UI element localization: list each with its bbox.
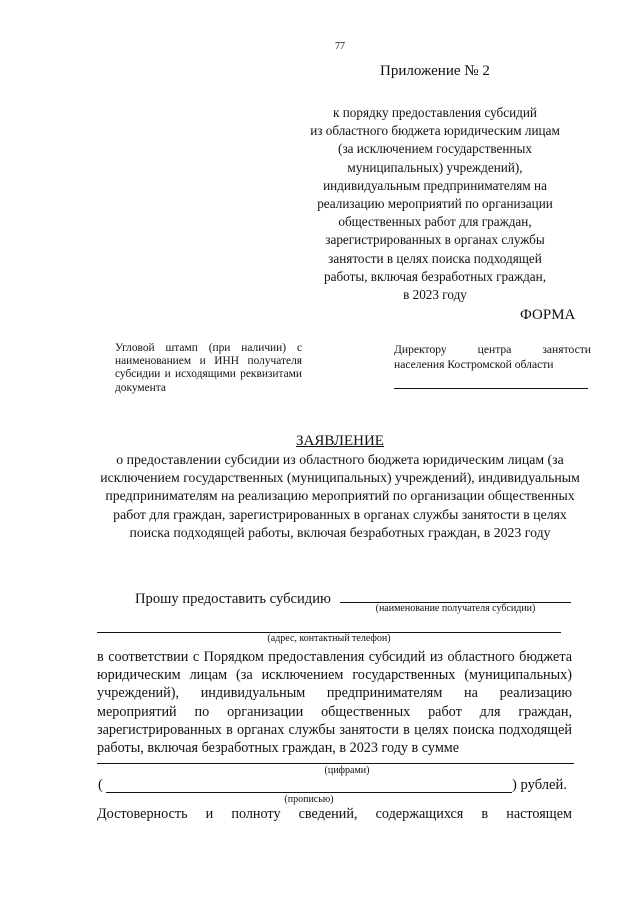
application-title: ЗАЯВЛЕНИЕ (296, 433, 384, 449)
addressee-block (394, 342, 591, 389)
annex-line: муниципальных) учреждений), (347, 159, 523, 175)
request-paragraph: в соответствии с Порядком предоставления субсидий из областного бюджета юридическим лицам (за исключением государственных (муниципальных) учреждений), индивидуальным предпринимателям на реализацию мероприятий по организации общественных работ для граждан, зарегистрированных в органах службы занятости в целях поиска подходящей работы, включая безработных граждан, в 2023 году в сумме (97, 649, 572, 757)
application-subtitle: о предоставлении субсидии из областного бюджета юридическим лицам (за исключением государственных (муниципальных) учреждений), индивидуальным предпринимателям на реализацию мероприятий по организации общественных работ для граждан, зарегистрированных в органах службы занятости в целях поиска подходящей работы, включая безработных граждан, в 2023 году (100, 452, 580, 540)
annex-line: зарегистрированных в органах службы (325, 232, 545, 248)
annex-line: занятости в целях поиска подходящей (328, 250, 542, 266)
annex-line: общественных работ для граждан, (338, 214, 532, 230)
annex-line: работы, включая безработных граждан, (324, 268, 546, 284)
addressee-blank-line[interactable] (394, 372, 588, 389)
recipient-name-field[interactable] (340, 586, 571, 603)
open-paren: ( (98, 777, 103, 793)
annex-line: индивидуальным предпринимателям на (323, 177, 547, 193)
annex-line: к порядку предоставления субсидий (333, 105, 537, 120)
annex-line: из областного бюджета юридическим лицам (310, 123, 560, 139)
request-text: Прошу предоставить субсидию (135, 591, 331, 607)
amount-digits-field[interactable] (97, 747, 574, 764)
addressee-line-2: населения Костромской области (394, 358, 554, 371)
corner-stamp-note: Угловой штамп (при наличии) с наименованием и ИНН получателя субсидии и исходящими реквизитами документа (115, 342, 302, 394)
address-phone-field[interactable] (97, 616, 561, 633)
words-caption: (прописью) (284, 794, 334, 805)
address-caption: (адрес, контактный телефон) (267, 633, 391, 644)
amount-words-field[interactable] (106, 776, 512, 793)
annex-title: Приложение № 2 (380, 63, 490, 79)
recipient-caption: (наименование получателя субсидии) (375, 603, 536, 614)
annex-line: (за исключением государственных (338, 141, 532, 157)
annex-description (270, 104, 600, 304)
final-paragraph: Достоверность и полноту сведений, содержащихся в настоящем (97, 806, 572, 822)
digits-caption: (цифрами) (324, 765, 370, 776)
form-label: ФОРМА (520, 307, 576, 323)
addressee-line-1: Директору центра занятости (394, 343, 591, 356)
annex-line: реализацию мероприятий по организации (317, 196, 553, 212)
annex-line: в 2023 году (403, 287, 467, 303)
page-number: 77 (335, 41, 345, 52)
rubles-label: ) рублей. (512, 777, 567, 793)
